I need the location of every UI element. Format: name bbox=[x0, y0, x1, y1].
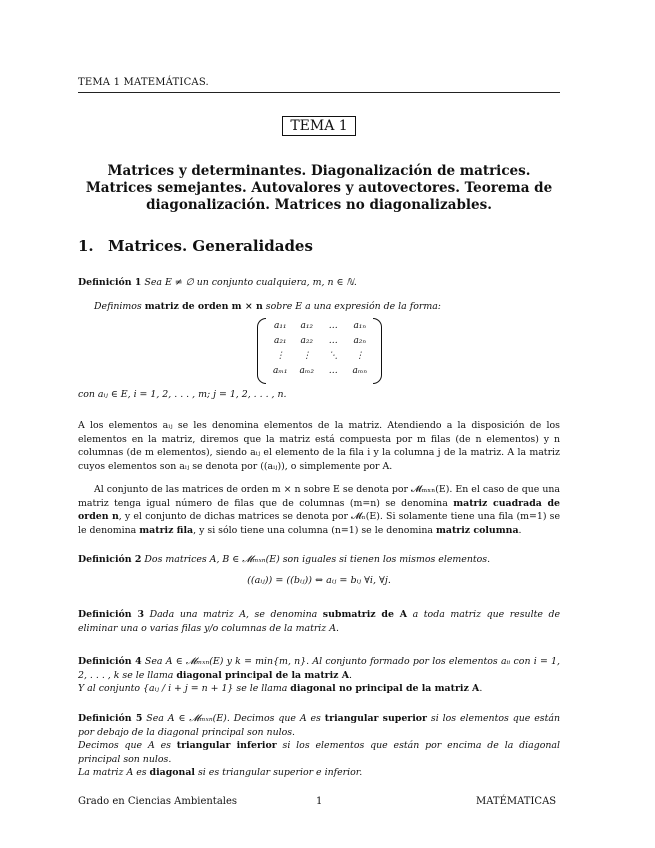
definition-5-label: Definición 5 bbox=[78, 713, 143, 724]
def4-a: Sea A ∈ 𝓜ₘₓₙ(E) y k = min{m, n}. Al conjunto formado por los elementos aᵢᵢ con i = 1, 2, . . . , k se le llama bbox=[78, 656, 560, 681]
para2-a: Al conjunto de las matrices de orden m × n sobre E se denota por 𝓜ₘₓₙ(E). En el caso de que una matriz tenga igual número de filas que de columnas (m=n) se denomina bbox=[78, 484, 560, 509]
matrix-cell: ⋮ bbox=[355, 351, 365, 361]
term-column-matrix: matriz columna bbox=[435, 524, 519, 536]
matrix-right-paren bbox=[373, 318, 382, 384]
main-title-line-1: Matrices y determinantes. Diagonalización de matrices. bbox=[107, 163, 531, 179]
definition-1-text: Sea E ≠ ∅ un conjunto cualquiera, m, n ∈ ℕ. bbox=[144, 277, 357, 288]
footer-left: Grado en Ciencias Ambientales bbox=[78, 796, 238, 807]
matrix-cell: ⋮ bbox=[302, 351, 312, 361]
running-header: TEMA 1 MATEMÁTICAS. bbox=[78, 77, 209, 88]
matrix-cell: a₁₂ bbox=[300, 321, 314, 331]
paragraph-elements: A los elementos aᵢⱼ se les denomina elementos de la matriz. Atendiendo a la disposición de los elementos en la matriz, diremos que la matriz está compuesta por m filas (de n elementos) y n columnas (de m elementos), siendo aᵢⱼ el elemento de la fila i y la columna j de la matriz. A la matriz cuyos elementos son aᵢⱼ se denota por ((aᵢⱼ)), o simplemente por A. bbox=[78, 420, 560, 472]
page-number: 1 bbox=[316, 796, 323, 807]
matrix-cell: a₁ₙ bbox=[353, 321, 367, 331]
matrix-cell: a₂₁ bbox=[273, 336, 287, 346]
matrix-cell: ⋱ bbox=[328, 351, 338, 361]
definition-1 bbox=[78, 276, 560, 290]
matrix-cell: a₁₁ bbox=[273, 321, 287, 331]
matrix-cell: aₘₙ bbox=[352, 366, 368, 376]
def5-d: Decimos que A es bbox=[78, 740, 171, 752]
matrix-cell: … bbox=[328, 321, 338, 331]
def4-f: . bbox=[479, 683, 483, 695]
definition-5 bbox=[78, 712, 560, 780]
matrix-left-paren bbox=[257, 318, 266, 384]
def3-c: a toda matriz que resulte de eliminar una o varias filas y/o columnas de la matriz A. bbox=[78, 609, 561, 634]
term-lower-triangular: triangular inferior bbox=[176, 740, 277, 752]
def5-c: si los elementos que están por debajo de la diagonal principal son nulos. bbox=[78, 713, 560, 738]
def5-f: si los elementos que están por encima de la diagonal principal son nulos. bbox=[78, 740, 560, 765]
term-upper-triangular: triangular superior bbox=[324, 713, 427, 724]
definition-2-label: Definición 2 bbox=[78, 554, 142, 565]
term-row-matrix: matriz fila bbox=[139, 524, 194, 536]
main-title-line-2: Matrices semejantes. Autovalores y autovectores. Teorema de bbox=[85, 180, 553, 196]
term-diagonal: diagonal bbox=[149, 767, 195, 779]
def5-i: si es triangular superior e inferior. bbox=[197, 767, 363, 779]
definition-4-label: Definición 4 bbox=[78, 656, 142, 667]
definition-3 bbox=[78, 608, 560, 635]
def4-d: Y al conjunto {aᵢⱼ / i + j = n + 1} se le llama bbox=[78, 683, 288, 695]
def1-line2-a: Definimos bbox=[94, 301, 142, 312]
main-title-line-3: diagonalización. Matrices no diagonalizables. bbox=[146, 197, 492, 213]
matrix-display bbox=[257, 318, 382, 384]
para2-e: , y si sólo tiene una columna (n=1) se le denomina bbox=[193, 524, 433, 536]
matrix-cell: a₂₂ bbox=[300, 336, 314, 346]
matrix-cell: aₘ₁ bbox=[273, 366, 288, 376]
definition-1-label: Definición 1 bbox=[78, 277, 142, 288]
main-title bbox=[78, 163, 560, 214]
definition-1-index-range: con aᵢⱼ ∈ E, i = 1, 2, . . . , m; j = 1, 2, . . . , n. bbox=[78, 389, 287, 400]
term-main-diagonal: diagonal principal de la matriz A bbox=[176, 669, 350, 681]
para2-c: , y el conjunto de dichas matrices se denota por 𝓜ₙ(E). Si solamente tiene una fila (m=1) se le denomina bbox=[78, 511, 561, 536]
equality-formula: ((aᵢⱼ)) = ((bᵢⱼ)) ⇔ aᵢⱼ = bᵢⱼ ∀i, ∀j. bbox=[247, 575, 391, 586]
term-submatrix: submatriz de A bbox=[322, 609, 408, 620]
matrix-cell: … bbox=[328, 336, 338, 346]
term-square-matrix: matriz cuadrada de orden n bbox=[78, 497, 561, 523]
section-title: Matrices. Generalidades bbox=[108, 237, 313, 255]
def4-c: . bbox=[349, 669, 353, 681]
paragraph-matrix-sets bbox=[78, 483, 560, 537]
matrix-cell: ⋮ bbox=[275, 351, 285, 361]
matrix-cell: a₂ₙ bbox=[353, 336, 367, 346]
def5-g: La matriz A es bbox=[78, 767, 147, 779]
tema-box: TEMA 1 bbox=[282, 116, 356, 136]
term-anti-diagonal: diagonal no principal de la matriz A bbox=[290, 683, 480, 695]
para2-g: . bbox=[518, 524, 522, 536]
matrix-cell: aₘ₂ bbox=[299, 366, 314, 376]
section-number: 1. bbox=[78, 237, 94, 255]
matrix-grid bbox=[267, 321, 373, 381]
def3-a: Dada una matriz A, se denomina bbox=[149, 609, 318, 620]
section-heading bbox=[78, 237, 313, 255]
footer-right: MATÉMATICAS bbox=[476, 796, 557, 807]
definition-2-text: Dos matrices A, B ∈ 𝓜ₘₓₙ(E) son iguales si tienen los mismos elementos. bbox=[144, 554, 491, 565]
definition-3-label: Definición 3 bbox=[78, 609, 144, 620]
definition-1-line-2 bbox=[78, 300, 560, 314]
header-rule bbox=[78, 92, 560, 93]
matrix-cell: … bbox=[328, 366, 338, 376]
definition-2 bbox=[78, 553, 560, 567]
def1-line2-c: sobre E a una expresión de la forma: bbox=[265, 301, 441, 312]
definition-4 bbox=[78, 655, 560, 696]
def1-line2-bold: matriz de orden m × n bbox=[144, 301, 263, 312]
def5-a: Sea A ∈ 𝓜ₘₓₙ(E). Decimos que A es bbox=[146, 713, 321, 724]
